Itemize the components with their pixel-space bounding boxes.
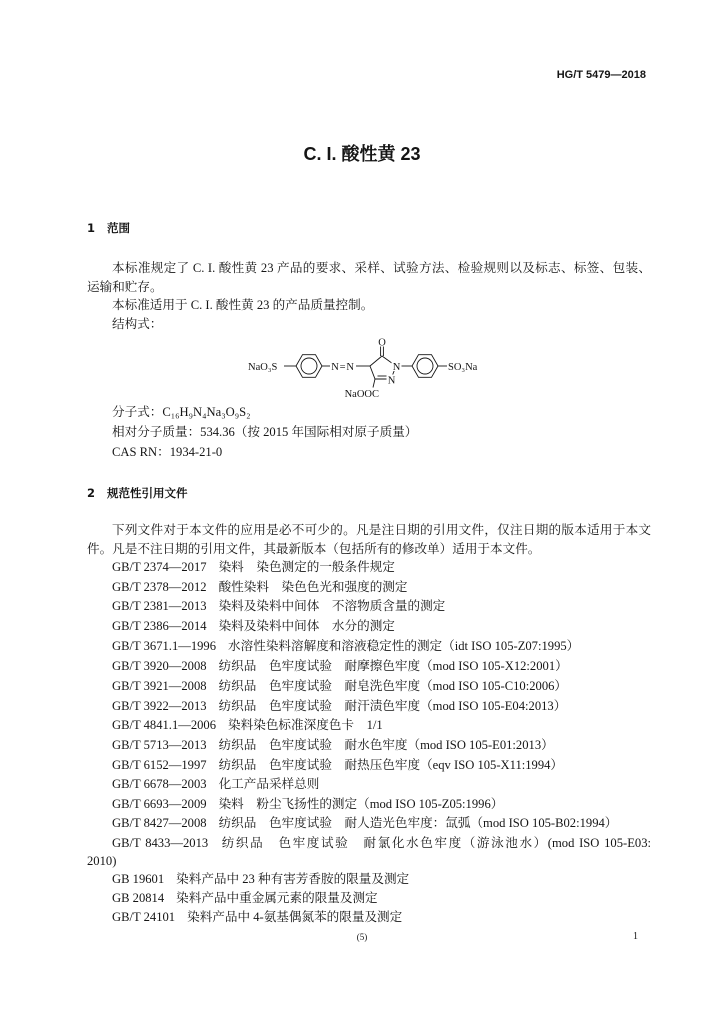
reference-code: GB/T 2374—2017 [112, 560, 207, 574]
reference-item [112, 637, 579, 655]
aromatic-circle-right [417, 358, 433, 374]
cas-number: CAS RN：1934-21-0 [112, 445, 223, 459]
structural-formula [240, 330, 500, 405]
reference-title: 染料产品中 23 种有害芳香胺的限量及测定 [176, 872, 410, 886]
reference-item [112, 756, 563, 774]
reference-code: GB/T 3921—2008 [112, 679, 207, 693]
reference-item [112, 795, 503, 813]
reference-code: GB/T 5713—2013 [112, 738, 207, 752]
structure-label: 结构式： [112, 317, 163, 331]
aromatic-circle-left [301, 358, 317, 374]
reference-item [112, 697, 566, 715]
sulfonate-group-left: NaO₃S [248, 362, 278, 373]
scope-paragraph-line: 运输和贮存。 [87, 280, 163, 294]
reference-title: 纺织品 色牢度试验 耐摩擦色牢度（mod ISO 105-X12:2001） [218, 659, 568, 673]
section-heading-scope [87, 220, 130, 236]
reference-title: 染料产品中重金属元素的限量及测定 [176, 891, 378, 905]
references-intro-line: 件。凡是不注日期的引用文件，其最新版本（包括所有的修改单）适用于本文件。 [87, 542, 541, 556]
reference-code: GB 19601 [112, 872, 165, 886]
reference-item [112, 775, 319, 793]
molar-mass: 相对分子质量：534.36（按 2015 年国际相对原子质量） [112, 425, 418, 439]
reference-code: GB/T 6152—1997 [112, 758, 207, 772]
reference-item [112, 617, 395, 635]
sulfonate-group-right: SO₃Na [448, 362, 478, 373]
formula-label: 分子式： [112, 405, 163, 419]
applicability-paragraph: 本标准适用于 C. I. 酸性黄 23 的产品质量控制。 [112, 298, 374, 312]
reference-title: 化工产品采样总则 [218, 777, 320, 791]
ring-nitrogen-2: N [387, 375, 396, 387]
reference-item [112, 716, 383, 734]
reference-code: GB/T 8427—2008 [112, 816, 207, 830]
reference-item [112, 597, 445, 615]
reference-item [112, 558, 395, 576]
reference-code: GB/T 3922—2013 [112, 699, 207, 713]
reference-title: 染料产品中 4-氨基偶氮苯的限量及测定 [187, 910, 403, 924]
reference-title: 纺织品 色牢度试验 耐皂洗色牢度（mod ISO 105-C10:2006） [218, 679, 568, 693]
standard-number: HG/T 5479—2018 [556, 69, 646, 81]
reference-title: 染料及染料中间体 不溶物质含量的测定 [218, 599, 446, 613]
reference-code: GB/T 3920—2008 [112, 659, 207, 673]
reference-code: GB/T 2378—2012 [112, 580, 207, 594]
footer-page-number: 1 [633, 931, 638, 942]
reference-item [112, 834, 651, 852]
reference-title: 水溶性染料溶解度和溶液稳定性的测定（idt ISO 105-Z07:1995） [228, 639, 580, 653]
document-title: C. I. 酸性黄 23 [303, 144, 421, 164]
reference-item [112, 736, 554, 754]
reference-title: 纺织品 色牢度试验 耐水色牢度（mod ISO 105-E01:2013） [218, 738, 554, 752]
reference-title: 纺织品 色牢度试验 耐氯化水色牢度（游泳池水）(mod ISO 105-E03: [220, 836, 652, 850]
reference-title-continuation: 2010) [87, 854, 117, 868]
reference-title: 酸性染料 染色色光和强度的测定 [218, 580, 408, 594]
reference-title: 纺织品 色牢度试验 耐热压色牢度（eqv ISO 105-X11:1994） [218, 758, 564, 772]
formula-value: C₁₆H₉N₄Na₃O₉S₂ [162, 405, 251, 419]
molecular-formula [112, 403, 250, 421]
bond-line [373, 379, 375, 388]
reference-item [112, 677, 567, 695]
ring-nitrogen-1: N [392, 362, 401, 373]
reference-item [112, 889, 378, 907]
reference-item [112, 908, 402, 926]
reference-item [112, 578, 407, 596]
reference-code: GB/T 3671.1—1996 [112, 639, 217, 653]
carbonyl-oxygen: O [378, 337, 386, 349]
reference-code: GB/T 4841.1—2006 [112, 718, 217, 732]
reference-title: 染料 粉尘飞扬性的测定（mod ISO 105-Z05:1996） [218, 797, 504, 811]
reference-title: 纺织品 色牢度试验 耐人造光色牢度：氙弧（mod ISO 105-B02:1994） [218, 816, 618, 830]
section-title: 规范性引用文件 [107, 486, 188, 500]
reference-code: GB/T 6678—2003 [112, 777, 207, 791]
scope-paragraph-line: 本标准规定了 C. I. 酸性黄 23 产品的要求、采样、试验方法、检验规则以及标志、标签、包装、 [112, 261, 651, 275]
reference-item [112, 814, 617, 832]
reference-code: GB 20814 [112, 891, 165, 905]
reference-code: GB/T 8433—2013 [112, 836, 209, 850]
footer-page-label: (5) [356, 932, 368, 942]
reference-item [112, 657, 568, 675]
section-number: 2 [87, 486, 96, 500]
section-heading-normative-references [87, 485, 188, 501]
reference-code: GB/T 2386—2014 [112, 619, 207, 633]
reference-title: 染料染色标准深度色卡 1/1 [228, 718, 383, 732]
reference-title: 染料及染料中间体 水分的测定 [218, 619, 395, 633]
reference-title: 染料 染色测定的一般条件规定 [218, 560, 395, 574]
reference-code: GB/T 6693—2009 [112, 797, 207, 811]
references-intro-line: 下列文件对于本文件的应用是必不可少的。凡是注日期的引用文件，仅注日期的版本适用于本文 [112, 523, 651, 537]
reference-code: GB/T 2381—2013 [112, 599, 207, 613]
azo-group: N=N [331, 362, 355, 373]
reference-code: GB/T 24101 [112, 910, 176, 924]
reference-item [112, 870, 409, 888]
reference-title: 纺织品 色牢度试验 耐汗渍色牢度（mod ISO 105-E04:2013） [218, 699, 567, 713]
carboxylate-group: NaOOC [344, 389, 379, 400]
section-title: 范围 [107, 221, 131, 235]
section-number: 1 [87, 221, 96, 235]
